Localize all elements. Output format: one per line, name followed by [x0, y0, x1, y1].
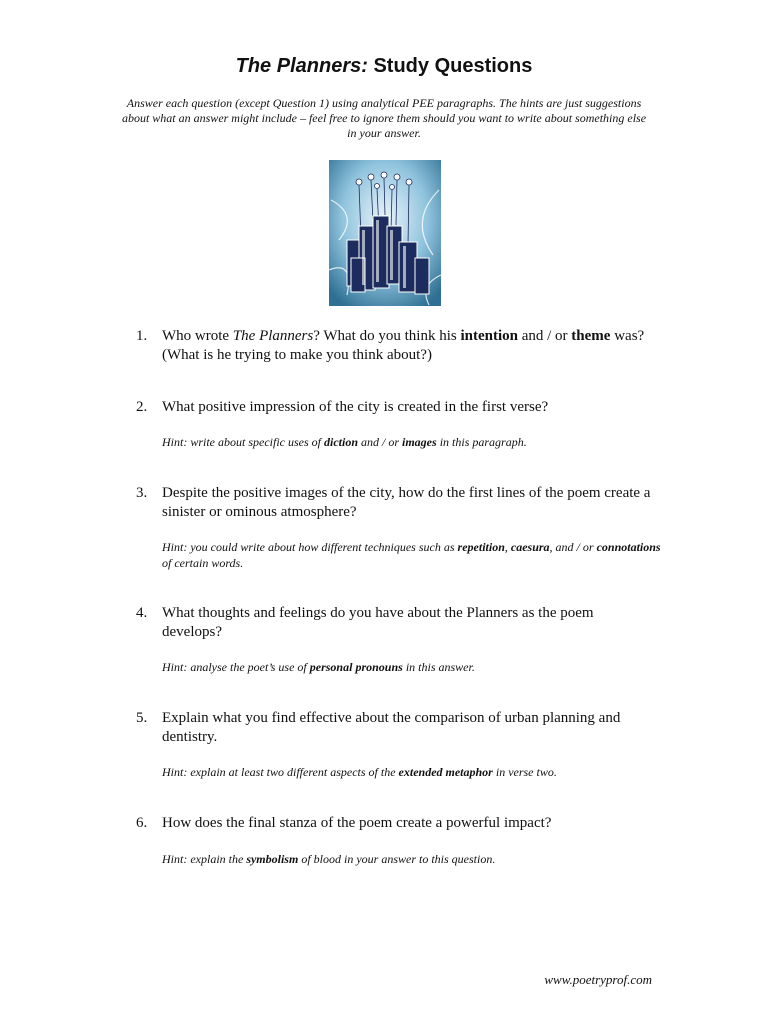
text-run: Hint: write about specific uses of: [162, 435, 324, 449]
bold-term: personal pronouns: [309, 660, 403, 674]
text-run: Hint: analyse the poet’s use of: [162, 660, 310, 674]
text-run: and / or: [517, 328, 572, 344]
text-run: was? (What is he trying to make you think about?): [162, 328, 645, 363]
question-6: [136, 814, 656, 833]
question-text: [162, 709, 656, 747]
question-6-hint: [162, 851, 662, 867]
text-run: in this answer.: [402, 660, 475, 674]
title-italic: The Planners:: [235, 55, 368, 77]
text-run: and / or: [358, 435, 403, 449]
question-text: [162, 327, 656, 365]
question-text: [162, 814, 656, 833]
question-2-hint: [162, 434, 662, 450]
text-run: Hint: you could write about how different techniques such as: [162, 540, 458, 554]
text-run: ,: [504, 540, 511, 554]
footer-url: www.poetryprof.com: [544, 972, 652, 987]
question-3: [136, 484, 656, 522]
question-number: 5.: [136, 710, 148, 726]
question-2: [136, 398, 656, 417]
text-run: Explain what you find effective about the comparison of urban planning and dentistry.: [162, 710, 621, 745]
question-4: [136, 604, 656, 642]
bold-term: caesura: [510, 540, 550, 554]
text-run: What thoughts and feelings do you have about the Planners as the poem develops?: [162, 605, 594, 640]
text-run: Hint: explain the: [162, 852, 247, 866]
text-run: of blood in your answer to this question.: [298, 852, 496, 866]
question-text: [162, 484, 656, 522]
text-run: , and / or: [549, 540, 597, 554]
text-run: What positive impression of the city is created in the first verse?: [162, 399, 549, 415]
text-run: How does the final stanza of the poem create a powerful impact?: [162, 815, 552, 831]
bold-term: repetition: [457, 540, 505, 554]
bold-term: diction: [323, 435, 358, 449]
text-run: of certain words.: [162, 556, 244, 570]
bold-term: connotations: [596, 540, 661, 554]
question-number: 1.: [136, 328, 148, 344]
question-number: 4.: [136, 605, 148, 621]
bold-term: intention: [460, 328, 518, 344]
intro-instructions: Answer each question (except Question 1) using analytical PEE paragraphs. The hints are just suggestions about what an answer might include – feel free to ignore them should you want to write about something else in your answer.: [121, 96, 647, 140]
text-run: Hint: explain at least two different aspects of the: [162, 765, 399, 779]
bold-term: symbolism: [246, 852, 299, 866]
bold-term: images: [402, 435, 437, 449]
text-run: in this paragraph.: [436, 435, 527, 449]
question-5-hint: [162, 764, 662, 780]
question-text: [162, 398, 656, 417]
question-4-hint: [162, 659, 662, 675]
question-1: [136, 327, 656, 365]
title-rest: Study Questions: [373, 55, 533, 77]
bold-term: theme: [571, 328, 611, 344]
text-run: Despite the positive images of the city, how do the first lines of the poem create a sinister or ominous atmosphere?: [162, 485, 651, 520]
text-run: in verse two.: [492, 765, 557, 779]
question-3-hint: [162, 539, 662, 571]
bold-term: extended metaphor: [398, 765, 493, 779]
question-number: 6.: [136, 815, 148, 831]
italic-term: The Planners: [232, 328, 314, 344]
question-number: 3.: [136, 485, 148, 501]
city-illustration: [329, 160, 441, 306]
question-number: 2.: [136, 399, 148, 415]
question-text: [162, 604, 656, 642]
text-run: ? What do you think his: [313, 328, 461, 344]
page-title: [0, 55, 768, 78]
question-5: [136, 709, 656, 747]
text-run: Who wrote: [162, 328, 233, 344]
